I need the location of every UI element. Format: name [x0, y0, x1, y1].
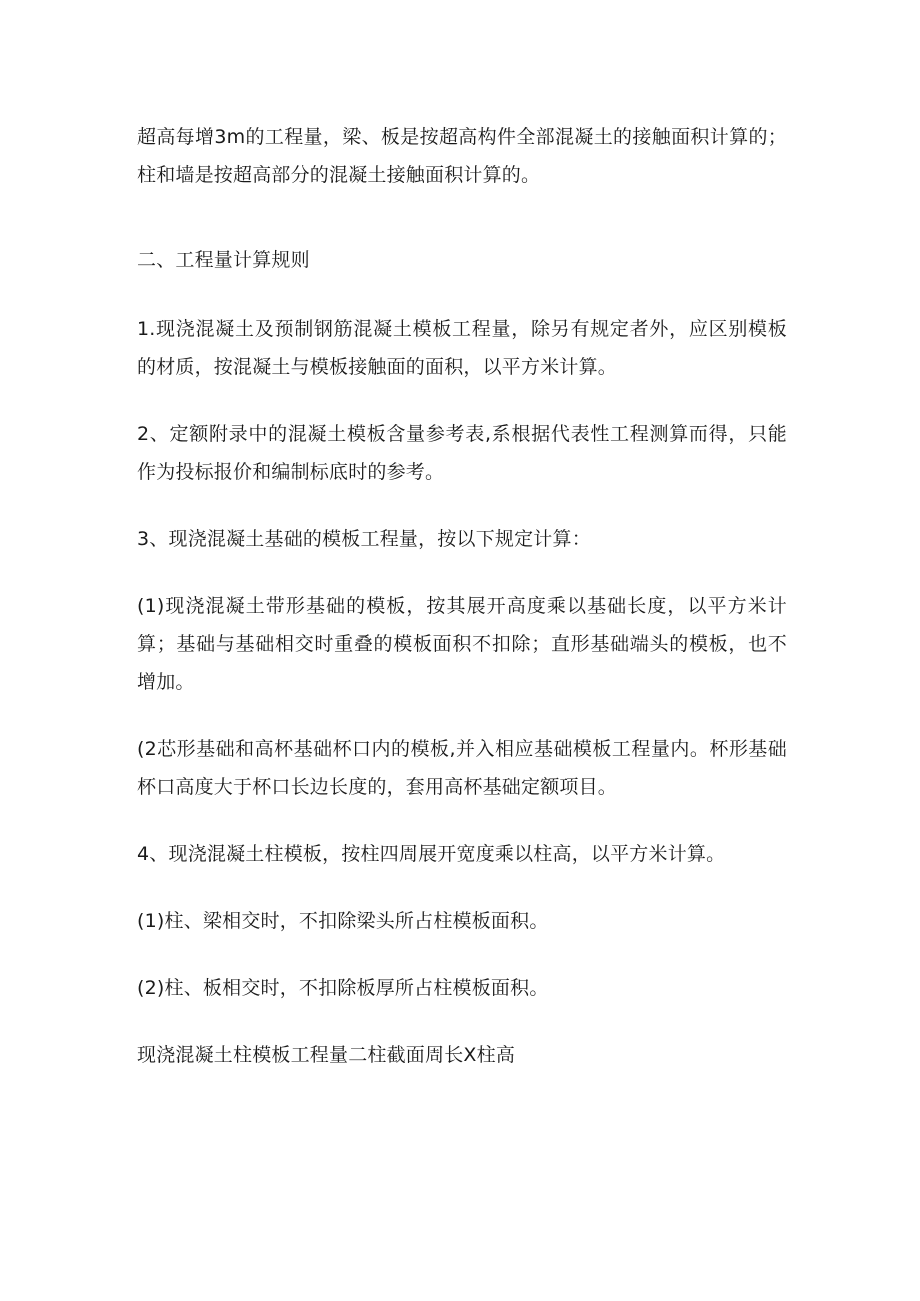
paragraph-rule-3: 3、现浇混凝土基础的模板工程量，按以下规定计算： [137, 528, 591, 550]
paragraph-rule-3-1: (1)现浇混凝土带形基础的模板，按其展开高度乘以基础长度，以平方米计算；基础与基础相交时重叠的模板面积不扣除；直形基础端头的模板，也不增加。 [137, 595, 787, 693]
paragraph-rule-4: 4、现浇混凝土柱模板，按柱四周展开宽度乘以柱高，以平方米计算。 [137, 843, 726, 865]
paragraph-rule-4-1: (1)柱、梁相交时，不扣除梁头所占柱模板面积。 [137, 910, 549, 932]
section-heading-calc-rules: 二、工程量计算规则 [137, 249, 310, 271]
document-body [137, 118, 787, 1074]
paragraph-formula: 现浇混凝土柱模板工程量二柱截面周长X柱高 [137, 1044, 516, 1066]
paragraph-rule-4-2: (2)柱、板相交时，不扣除板厚所占柱模板面积。 [137, 977, 549, 999]
paragraph-rule-3-2: (2芯形基础和高杯基础杯口内的模板,并入相应基础模板工程量内。杯形基础杯口高度大于杯口长边长度的，套用高杯基础定额项目。 [137, 738, 787, 798]
paragraph-superheight: 超高每增3m的工程量，梁、板是按超高构件全部混凝土的接触面积计算的；柱和墙是按超高部分的混凝土接触面积计算的。 [137, 126, 787, 186]
paragraph-rule-1: 1.现浇混凝土及预制钢筋混凝土模板工程量，除另有规定者外，应区别模板的材质，按混凝土与模板接触面的面积，以平方米计算。 [137, 318, 787, 378]
paragraph-rule-2: 2、定额附录中的混凝土模板含量参考表,系根据代表性工程测算而得，只能作为投标报价和编制标底时的参考。 [137, 423, 787, 483]
